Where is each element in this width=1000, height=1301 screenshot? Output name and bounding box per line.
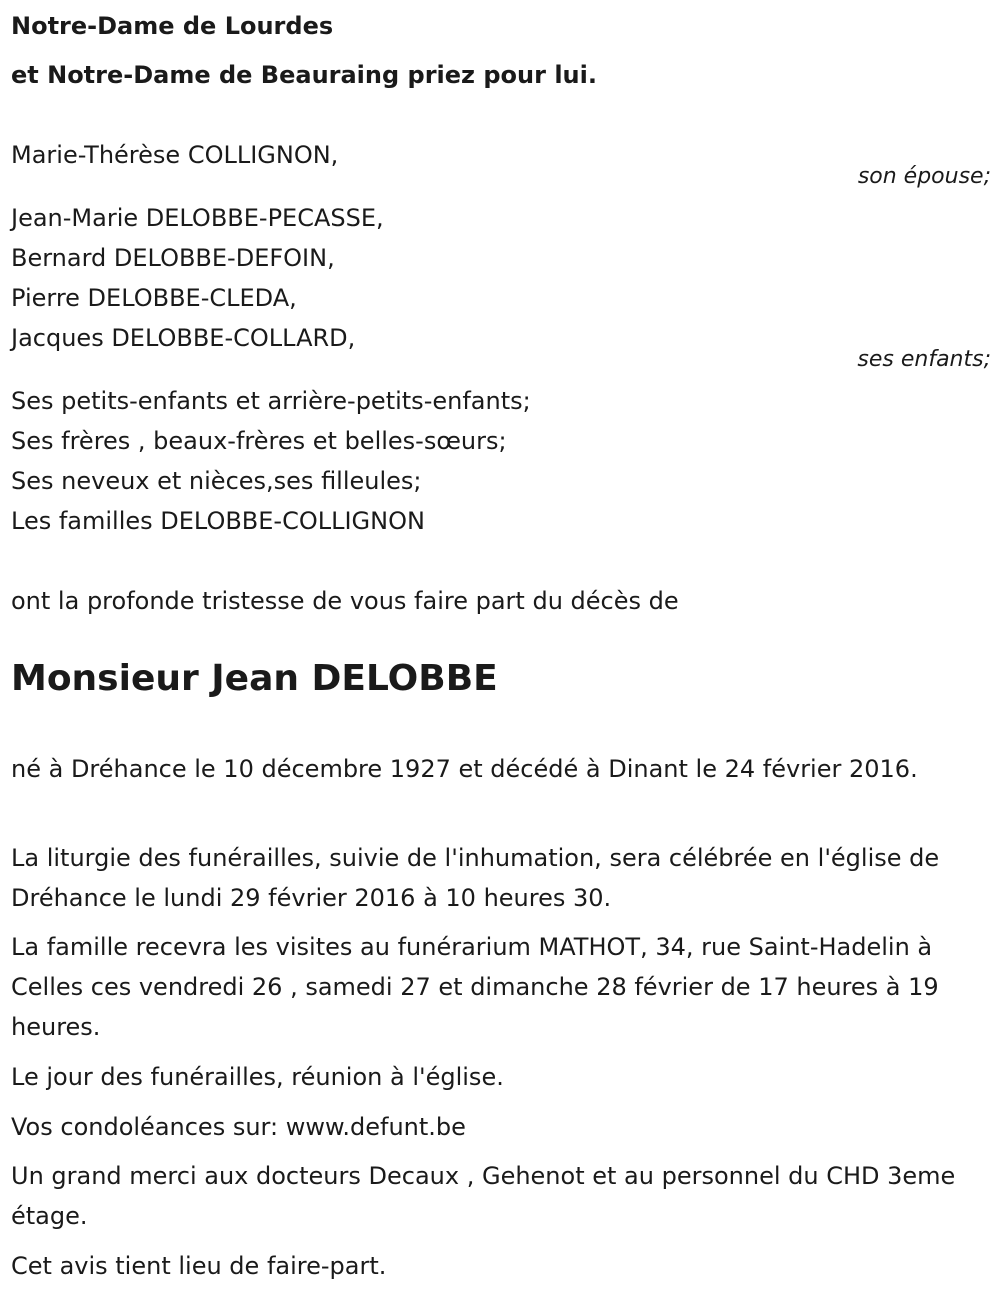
spouse-relation: son épouse; xyxy=(857,164,991,189)
birth-death-paragraph: né à Dréhance le 10 décembre 1927 et décédé à Dinant le 24 février 2016. xyxy=(11,755,918,783)
child-name: Jacques DELOBBE-COLLARD, xyxy=(11,324,356,352)
spouse-name: Marie-Thérèse COLLIGNON, xyxy=(11,141,339,169)
visits-paragraph: La famille recevra les visites au funérarium MATHOT, 34, rue Saint-Hadelin à Celles ces vendredi 26 , samedi 27 et dimanche 28 février de 17 heures à 19 heures. xyxy=(11,933,939,1041)
condolences-paragraph: Vos condoléances sur: www.defunt.be xyxy=(11,1113,466,1141)
prayer-line-1: Notre-Dame de Lourdes xyxy=(11,12,334,40)
family-line: Les familles DELOBBE-COLLIGNON xyxy=(11,507,425,535)
family-line: Ses petits-enfants et arrière-petits-enfants; xyxy=(11,387,531,415)
child-name: Jean-Marie DELOBBE-PECASSE, xyxy=(11,204,384,232)
family-line: Ses neveux et nièces,ses filleules; xyxy=(11,467,422,495)
deceased-name: Monsieur Jean DELOBBE xyxy=(11,658,498,699)
child-name: Pierre DELOBBE-CLEDA, xyxy=(11,284,297,312)
funeral-paragraph: La liturgie des funérailles, suivie de l'inhumation, sera célébrée en l'église de Dréhance le lundi 29 février 2016 à 10 heures 30. xyxy=(11,844,940,912)
closing-paragraph: Cet avis tient lieu de faire-part. xyxy=(11,1252,387,1280)
child-name: Bernard DELOBBE-DEFOIN, xyxy=(11,244,335,272)
announcement-text: ont la profonde tristesse de vous faire part du décès de xyxy=(11,587,679,615)
meeting-paragraph: Le jour des funérailles, réunion à l'église. xyxy=(11,1063,504,1091)
children-relation: ses enfants; xyxy=(857,347,991,372)
thanks-paragraph: Un grand merci aux docteurs Decaux , Gehenot et au personnel du CHD 3eme étage. xyxy=(11,1162,956,1230)
prayer-line-2: et Notre-Dame de Beauraing priez pour lui. xyxy=(11,61,597,89)
family-line: Ses frères , beaux-frères et belles-sœurs; xyxy=(11,427,507,455)
